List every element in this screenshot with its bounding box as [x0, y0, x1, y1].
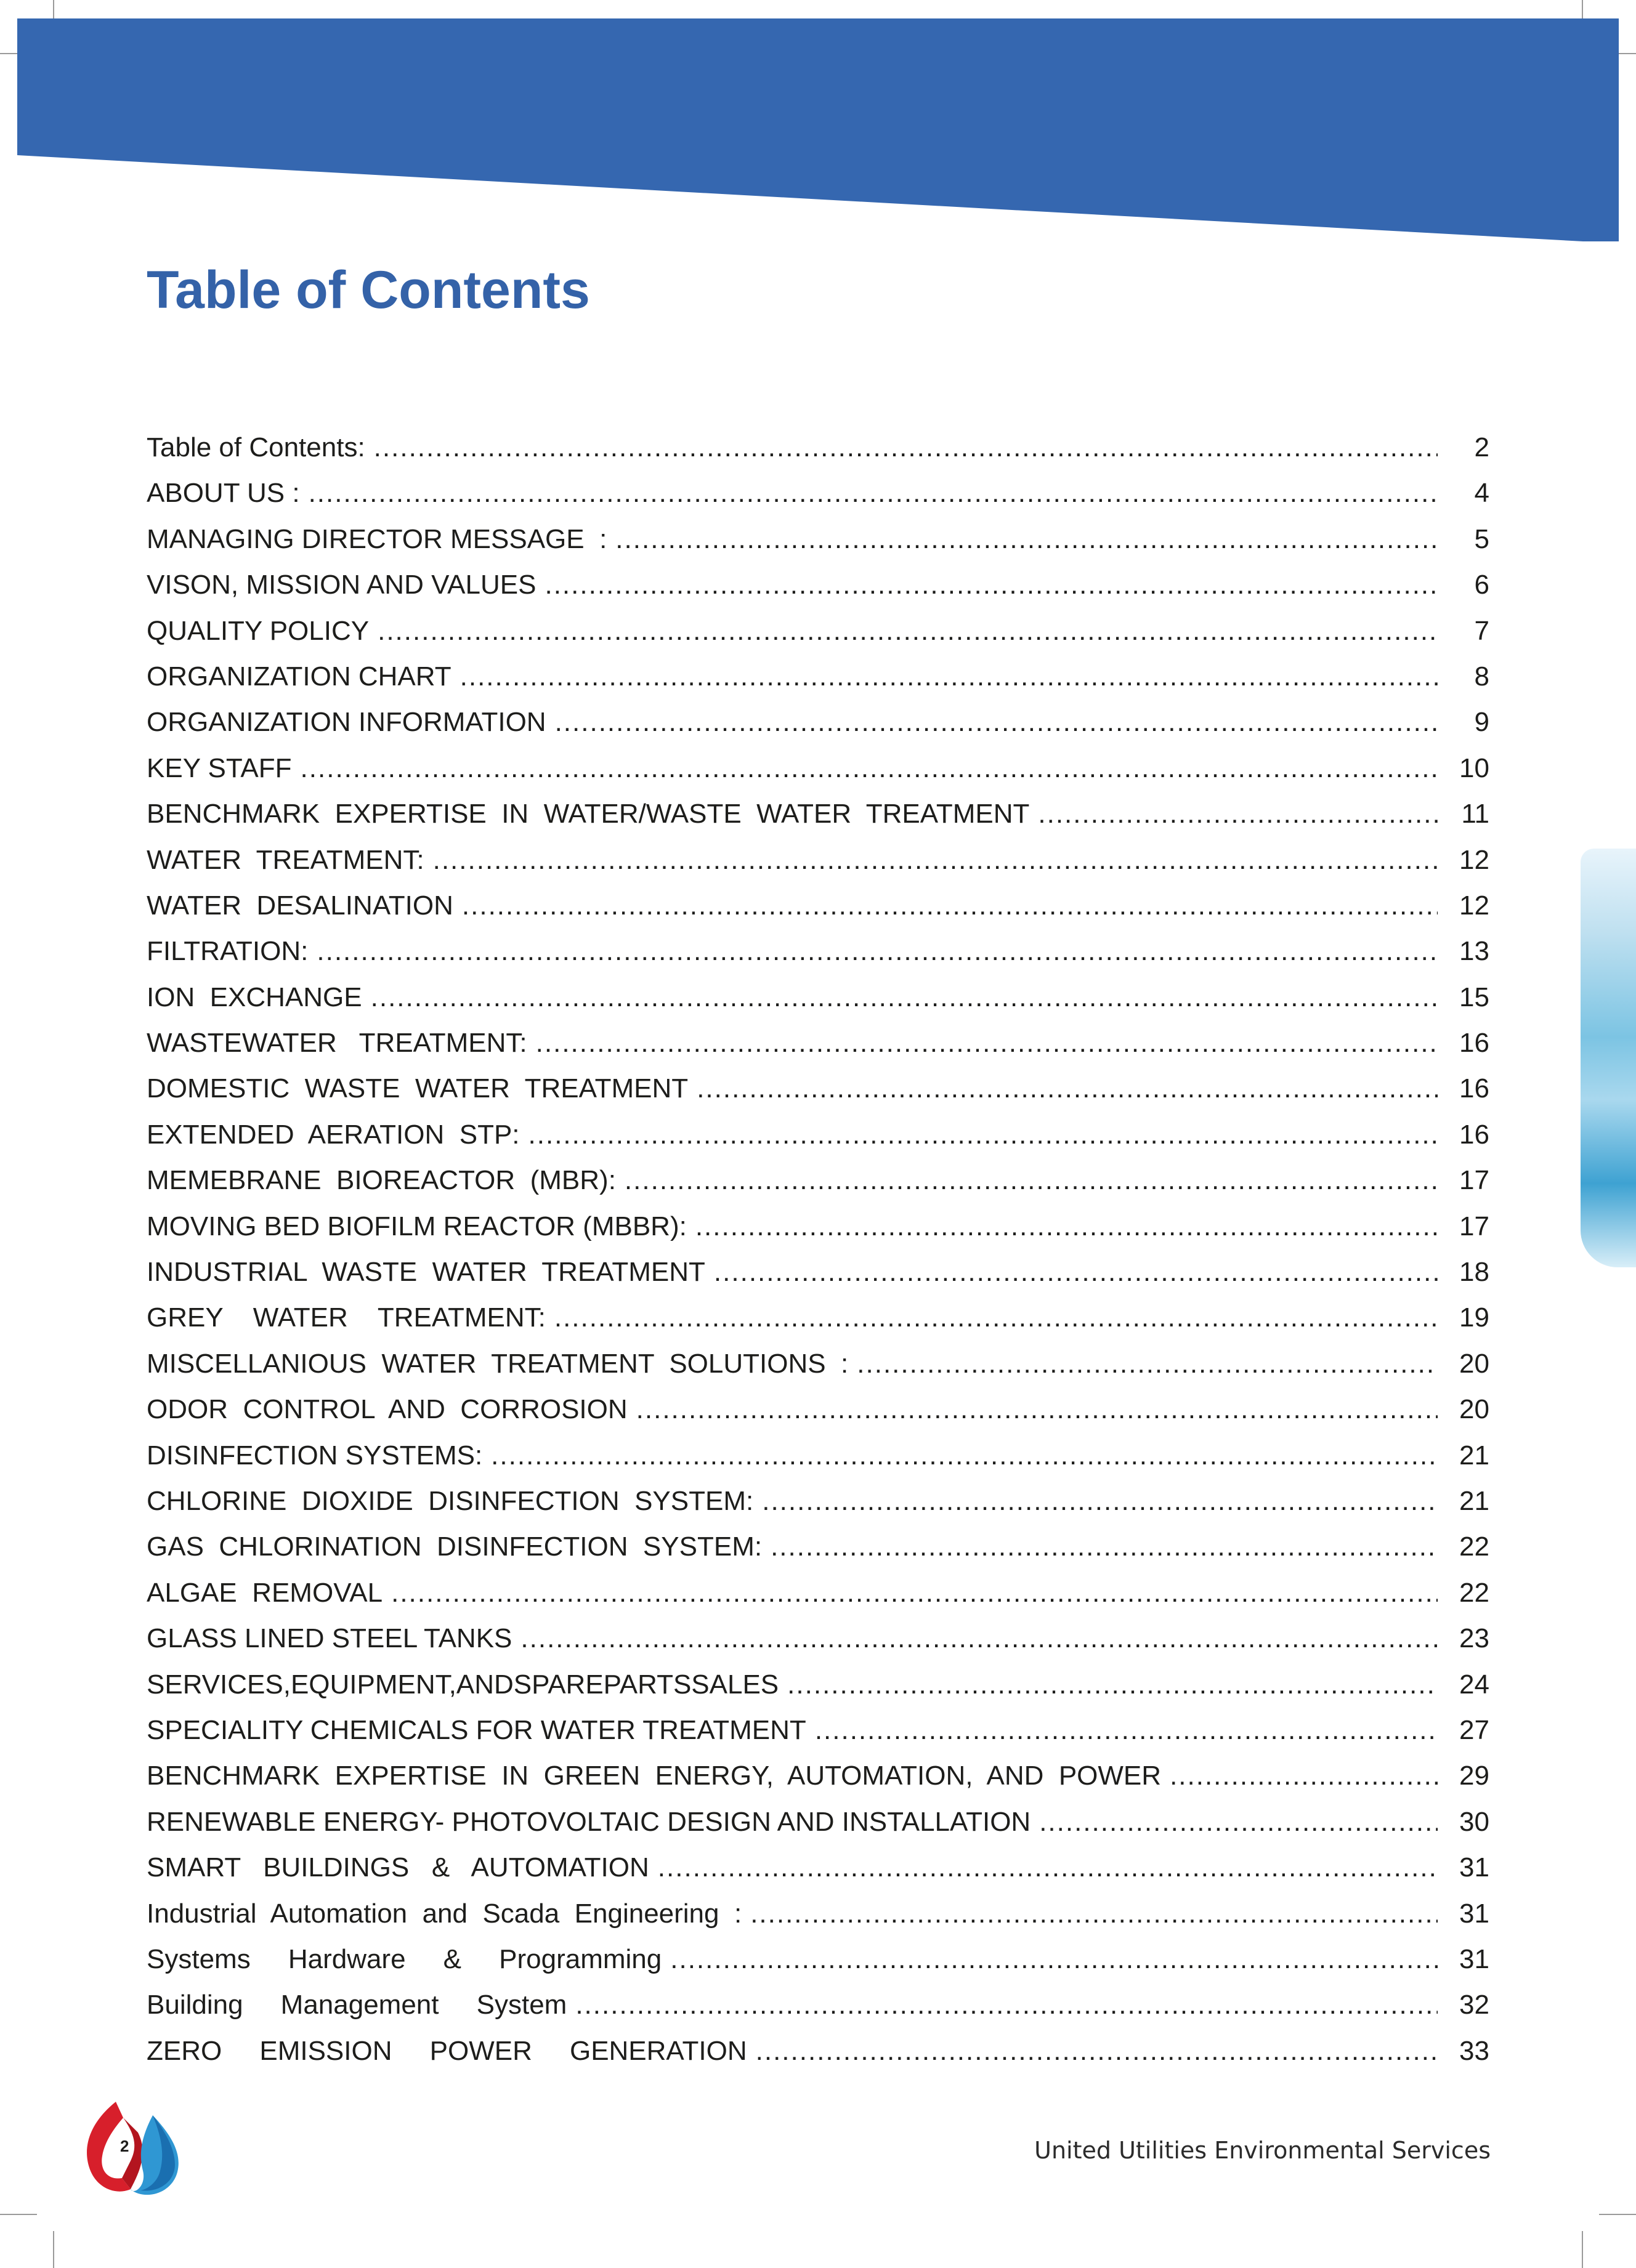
- toc-entry-label: ORGANIZATION CHART: [147, 661, 452, 692]
- toc-dot-leader: [1170, 1753, 1438, 1799]
- toc-entry[interactable]: [147, 1479, 1489, 1524]
- toc-entry-label: ZERO EMISSION POWER GENERATION: [147, 2035, 747, 2066]
- toc-entry-page-number: 17: [1459, 1211, 1489, 1241]
- toc-entry-label: MOVING BED BIOFILM REACTOR (MBBR):: [147, 1211, 687, 1241]
- toc-entry-page-number: 20: [1459, 1348, 1489, 1379]
- toc-entry-label: ALGAE REMOVAL: [147, 1577, 383, 1608]
- toc-entry-page-number: 10: [1459, 753, 1489, 783]
- toc-entry-page-number: 23: [1459, 1623, 1489, 1654]
- toc-dot-leader: [378, 608, 1438, 654]
- toc-entry-page-number: 22: [1459, 1577, 1489, 1608]
- toc-entry-label: SPECIALITY CHEMICALS FOR WATER TREATMENT: [147, 1714, 806, 1745]
- toc-entry-label: GREY WATER TREATMENT:: [147, 1302, 546, 1333]
- toc-entry-label: SERVICES,EQUIPMENT,ANDSPAREPARTSSALES: [147, 1669, 779, 1700]
- toc-entry-page-number: 24: [1459, 1669, 1489, 1700]
- toc-entry[interactable]: [147, 425, 1489, 470]
- toc-entry-label: MANAGING DIRECTOR MESSAGE :: [147, 523, 607, 554]
- toc-entry[interactable]: [147, 1066, 1489, 1112]
- toc-entry[interactable]: [147, 1433, 1489, 1479]
- toc-dot-leader: [536, 1020, 1438, 1066]
- toc-entry-page-number: 6: [1474, 570, 1489, 600]
- toc-entry[interactable]: [147, 608, 1489, 654]
- toc-entry[interactable]: [147, 1662, 1489, 1708]
- toc-entry-label: DISINFECTION SYSTEMS:: [147, 1440, 483, 1471]
- toc-dot-leader: [857, 1341, 1438, 1387]
- toc-entry[interactable]: [147, 791, 1489, 837]
- toc-entry-label: Systems Hardware & Programming: [147, 1943, 662, 1974]
- toc-dot-leader: [697, 1066, 1438, 1112]
- toc-entry-label: Industrial Automation and Scada Engineering :: [147, 1898, 742, 1929]
- toc-dot-leader: [714, 1249, 1438, 1295]
- water-splash-image: [1581, 849, 1636, 1267]
- toc-entry[interactable]: [147, 1891, 1489, 1937]
- toc-dot-leader: [371, 975, 1438, 1020]
- toc-dot-leader: [554, 1295, 1438, 1341]
- toc-entry[interactable]: [147, 1204, 1489, 1249]
- toc-dot-leader: [762, 1479, 1438, 1524]
- toc-entry-page-number: 15: [1459, 982, 1489, 1012]
- toc-entry-page-number: 21: [1459, 1485, 1489, 1516]
- toc-entry-page-number: 31: [1459, 1898, 1489, 1929]
- toc-dot-leader: [433, 837, 1438, 883]
- toc-entry-page-number: 5: [1474, 523, 1489, 554]
- toc-entry-label: MEMEBRANE BIOREACTOR (MBR):: [147, 1165, 616, 1196]
- toc-entry-page-number: 31: [1459, 1943, 1489, 1974]
- toc-dot-leader: [301, 746, 1438, 791]
- toc-entry[interactable]: [147, 1616, 1489, 1661]
- toc-entry-page-number: 22: [1459, 1532, 1489, 1562]
- toc-dot-leader: [462, 883, 1438, 929]
- toc-entry-page-number: 2: [1474, 432, 1489, 462]
- toc-dot-leader: [670, 1937, 1438, 1982]
- toc-entry-page-number: 29: [1459, 1761, 1489, 1791]
- toc-entry-page-number: 7: [1474, 615, 1489, 646]
- toc-dot-leader: [750, 1891, 1438, 1937]
- toc-entry[interactable]: [147, 883, 1489, 929]
- toc-entry[interactable]: [147, 1708, 1489, 1753]
- toc-entry[interactable]: [147, 1845, 1489, 1891]
- toc-entry-label: RENEWABLE ENERGY- PHOTOVOLTAIC DESIGN AND INSTALLATION: [147, 1806, 1031, 1837]
- toc-dot-leader: [695, 1204, 1438, 1249]
- toc-entry[interactable]: [147, 1341, 1489, 1387]
- toc-entry-label: VISON, MISSION AND VALUES: [147, 570, 537, 600]
- header-banner: [0, 0, 1636, 246]
- toc-entry-label: BENCHMARK EXPERTISE IN WATER/WASTE WATER TREATMENT: [147, 799, 1030, 829]
- toc-dot-leader: [528, 1112, 1438, 1158]
- toc-entry[interactable]: [147, 746, 1489, 791]
- toc-entry[interactable]: [147, 654, 1489, 700]
- toc-dot-leader: [555, 700, 1438, 745]
- logo-badge: 2: [120, 2137, 129, 2155]
- company-logo-icon: [79, 2097, 182, 2201]
- table-of-contents: [147, 425, 1489, 2074]
- footer-company-name: United Utilities Environmental Services: [1034, 2137, 1491, 2164]
- toc-dot-leader: [520, 1616, 1438, 1661]
- toc-dot-leader: [658, 1845, 1438, 1891]
- toc-entry-page-number: 12: [1459, 844, 1489, 875]
- crop-mark: [0, 2214, 37, 2215]
- toc-entry-label: GAS CHLORINATION DISINFECTION SYSTEM:: [147, 1532, 763, 1562]
- toc-dot-leader: [575, 1982, 1438, 2028]
- toc-dot-leader: [374, 425, 1438, 470]
- toc-entry[interactable]: [147, 1524, 1489, 1570]
- toc-entry-page-number: 12: [1459, 890, 1489, 921]
- toc-dot-leader: [787, 1662, 1438, 1708]
- toc-entry-label: GLASS LINED STEEL TANKS: [147, 1623, 512, 1654]
- toc-entry[interactable]: [147, 517, 1489, 562]
- toc-dot-leader: [460, 654, 1438, 700]
- toc-entry[interactable]: [147, 2028, 1489, 2074]
- toc-dot-leader: [317, 929, 1438, 974]
- toc-entry-page-number: 20: [1459, 1394, 1489, 1425]
- toc-entry[interactable]: [147, 929, 1489, 974]
- toc-entry-label: MISCELLANIOUS WATER TREATMENT SOLUTIONS :: [147, 1348, 849, 1379]
- toc-dot-leader: [1038, 791, 1438, 837]
- toc-dot-leader: [309, 470, 1438, 516]
- toc-entry-page-number: 18: [1459, 1257, 1489, 1288]
- toc-entry-label: ABOUT US :: [147, 478, 300, 509]
- toc-entry[interactable]: [147, 1937, 1489, 1982]
- toc-entry[interactable]: [147, 1249, 1489, 1295]
- toc-entry-label: KEY STAFF: [147, 753, 292, 783]
- toc-entry-page-number: 4: [1474, 478, 1489, 509]
- toc-entry-page-number: 21: [1459, 1440, 1489, 1471]
- toc-entry-label: ODOR CONTROL AND CORROSION: [147, 1394, 628, 1425]
- toc-entry-page-number: 30: [1459, 1806, 1489, 1837]
- toc-dot-leader: [615, 517, 1438, 562]
- crop-mark: [1599, 2214, 1636, 2215]
- toc-entry[interactable]: [147, 1387, 1489, 1432]
- toc-entry-page-number: 9: [1474, 707, 1489, 738]
- toc-entry-page-number: 16: [1459, 1028, 1489, 1059]
- toc-entry-page-number: 11: [1461, 799, 1489, 829]
- toc-entry[interactable]: [147, 562, 1489, 608]
- toc-entry-label: WATER DESALINATION: [147, 890, 453, 921]
- toc-dot-leader: [491, 1433, 1438, 1479]
- toc-entry[interactable]: [147, 837, 1489, 883]
- crop-mark: [53, 2231, 54, 2268]
- toc-entry[interactable]: [147, 1753, 1489, 1799]
- toc-entry-page-number: 16: [1459, 1119, 1489, 1150]
- toc-entry[interactable]: [147, 1799, 1489, 1845]
- toc-dot-leader: [756, 2028, 1438, 2074]
- toc-entry[interactable]: [147, 1982, 1489, 2028]
- toc-entry-page-number: 13: [1459, 936, 1489, 967]
- toc-entry-label: Building Management System: [147, 1990, 567, 2020]
- toc-entry[interactable]: [147, 1570, 1489, 1616]
- toc-entry-page-number: 16: [1459, 1073, 1489, 1104]
- crop-mark: [1582, 2231, 1583, 2268]
- toc-entry[interactable]: [147, 1295, 1489, 1341]
- page-title: Table of Contents: [147, 260, 590, 320]
- toc-entry-label: DOMESTIC WASTE WATER TREATMENT: [147, 1073, 689, 1104]
- toc-entry-label: WATER TREATMENT:: [147, 844, 424, 875]
- toc-dot-leader: [771, 1524, 1438, 1570]
- toc-dot-leader: [636, 1387, 1438, 1432]
- toc-entry-page-number: 27: [1459, 1714, 1489, 1745]
- toc-entry-label: FILTRATION:: [147, 936, 309, 967]
- toc-dot-leader: [815, 1708, 1438, 1753]
- toc-entry-page-number: 19: [1459, 1302, 1489, 1333]
- toc-entry[interactable]: [147, 1158, 1489, 1203]
- toc-entry-label: ION EXCHANGE: [147, 982, 362, 1012]
- toc-entry[interactable]: [147, 975, 1489, 1020]
- toc-entry-label: QUALITY POLICY: [147, 615, 370, 646]
- toc-entry-label: BENCHMARK EXPERTISE IN GREEN ENERGY, AUTOMATION, AND POWER: [147, 1761, 1162, 1791]
- toc-entry[interactable]: [147, 1112, 1489, 1158]
- toc-dot-leader: [391, 1570, 1438, 1616]
- toc-entry-page-number: 31: [1459, 1852, 1489, 1883]
- toc-entry-label: Table of Contents:: [147, 432, 365, 462]
- toc-dot-leader: [1039, 1799, 1438, 1845]
- toc-entry-label: ORGANIZATION INFORMATION: [147, 707, 546, 738]
- toc-entry-label: WASTEWATER TREATMENT:: [147, 1028, 527, 1059]
- toc-entry-label: SMART BUILDINGS & AUTOMATION: [147, 1852, 649, 1883]
- toc-dot-leader: [625, 1158, 1438, 1203]
- toc-entry-page-number: 33: [1459, 2035, 1489, 2066]
- toc-dot-leader: [545, 562, 1438, 608]
- toc-entry[interactable]: [147, 1020, 1489, 1066]
- toc-entry-page-number: 32: [1459, 1990, 1489, 2020]
- toc-entry-label: CHLORINE DIOXIDE DISINFECTION SYSTEM:: [147, 1485, 754, 1516]
- toc-entry-page-number: 8: [1474, 661, 1489, 692]
- toc-entry-label: EXTENDED AERATION STP:: [147, 1119, 520, 1150]
- toc-entry[interactable]: [147, 700, 1489, 745]
- toc-entry[interactable]: [147, 470, 1489, 516]
- toc-entry-page-number: 17: [1459, 1165, 1489, 1196]
- toc-entry-label: INDUSTRIAL WASTE WATER TREATMENT: [147, 1257, 705, 1288]
